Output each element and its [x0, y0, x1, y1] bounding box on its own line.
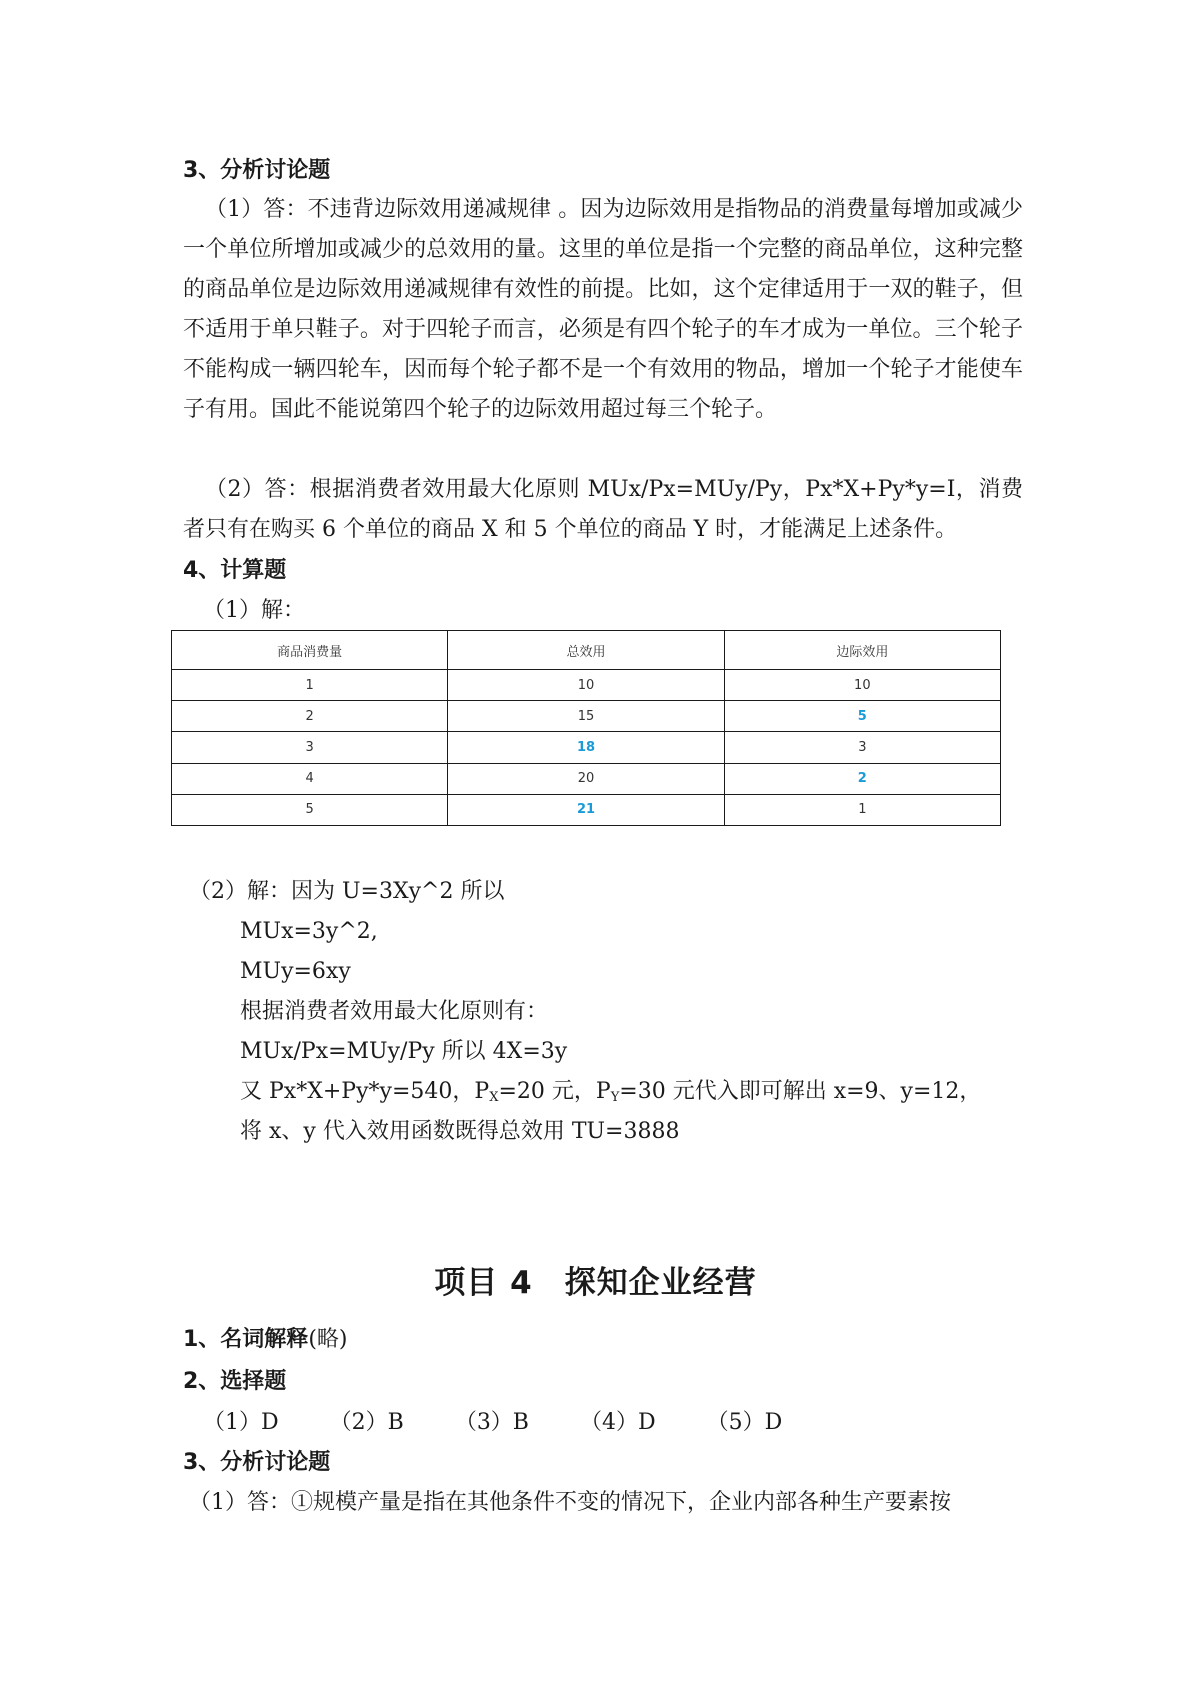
section-heading-calculation: 4、计算题: [183, 558, 287, 583]
table-cell: 10: [724, 670, 1000, 701]
p4-sec1-note: (略): [308, 1327, 348, 1352]
choice-answer: （3）B: [454, 1410, 529, 1435]
table-cell: 1: [724, 794, 1000, 825]
answer-paragraph-1: （1）答：不违背边际效用递减规律 。因为边际效用是指物品的消费量每增加或减少一个单位所增加或减少的总效用的量。这里的单位是指一个完整的商品单位，这种完整的商品单位是边际效用递减规律有效性的前提。比如，这个定律适用于一双的鞋子，但不适用于单只鞋子。对于四轮子而言，必须是有四个轮子的车才成为一单位。三个轮子不能构成一辆四轮车，因而每个轮子都不是一个有效用的物品，增加一个轮子才能使车子有用。国此不能说第四个轮子的边际效用超过每三个轮子。: [183, 197, 1023, 422]
calc-2-line-3: MUy=6xy: [240, 959, 351, 984]
calc-2-line-1: （2）解：因为 U=3Xy^2 所以: [189, 879, 505, 904]
table-row: [172, 701, 1001, 732]
calc-2-line-7: 将 x、y 代入效用函数既得总效用 TU=3888: [240, 1119, 680, 1144]
section-heading-analysis: 3、分析讨论题: [183, 158, 331, 183]
table-header: 边际效用: [724, 631, 1000, 670]
calc-2-line-6-b: =20 元，P: [498, 1079, 611, 1104]
utility-table: [171, 630, 1001, 826]
subscript-x: X: [489, 1090, 499, 1105]
calc-2-line-4: 根据消费者效用最大化原则有：: [240, 999, 549, 1024]
table-row: [172, 732, 1001, 763]
table-cell: 10: [448, 670, 724, 701]
choice-answers: [203, 1408, 826, 1438]
calc-2-line-2: MUx=3y^2,: [240, 919, 378, 944]
subscript-y: Y: [610, 1090, 620, 1105]
calc-1-label: （1）解：: [203, 598, 305, 623]
choice-answer: （5）D: [706, 1410, 783, 1435]
table-cell-highlighted: 18: [448, 732, 724, 763]
p4-section-heading-analysis: 3、分析讨论题: [183, 1450, 331, 1475]
calc-2-line-6-a: 又 Px*X+Py*y=540，P: [240, 1079, 490, 1104]
table-cell: 3: [172, 732, 448, 763]
project-title: 项目 4 探知企业经营: [434, 1265, 757, 1301]
p4-sec1-heading-text: 1、名词解释: [183, 1327, 309, 1352]
table-cell: 15: [448, 701, 724, 732]
table-cell: 2: [172, 701, 448, 732]
table-cell-highlighted: 2: [724, 763, 1000, 794]
table-cell: 1: [172, 670, 448, 701]
table-header: 商品消费量: [172, 631, 448, 670]
choice-answer: （1）D: [203, 1410, 279, 1435]
table-header: 总效用: [448, 631, 724, 670]
table-cell: 4: [172, 763, 448, 794]
table-cell: 3: [724, 732, 1000, 763]
p4-section-heading-terms: [183, 1325, 347, 1355]
p4-section-heading-choice: 2、选择题: [183, 1369, 287, 1394]
table-header-row: [172, 631, 1001, 670]
table-cell: 5: [172, 794, 448, 825]
p4-answer-paragraph-1: （1）答：①规模产量是指在其他条件不变的情况下，企业内部各种生产要素按: [189, 1490, 951, 1515]
table-cell: 20: [448, 763, 724, 794]
table-row: [172, 763, 1001, 794]
answer-paragraph-2: （2）答：根据消费者效用最大化原则 MUx/Px=MUy/Py，Px*X+Py*y=I，消费者只有在购买 6 个单位的商品 X 和 5 个单位的商品 Y 时，才能满足上述条件。: [183, 477, 1023, 542]
choice-answer: （4）D: [579, 1410, 656, 1435]
table-cell-highlighted: 21: [448, 794, 724, 825]
calc-2-line-6-c: =30 元代入即可解出 x=9、y=12，: [619, 1079, 982, 1104]
calc-2-line-6: [240, 1077, 981, 1113]
calc-2-line-5: MUx/Px=MUy/Py 所以 4X=3y: [240, 1039, 568, 1064]
table-row: [172, 670, 1001, 701]
choice-answer: （2）B: [329, 1410, 404, 1435]
table-row: [172, 794, 1001, 825]
table-cell-highlighted: 5: [724, 701, 1000, 732]
